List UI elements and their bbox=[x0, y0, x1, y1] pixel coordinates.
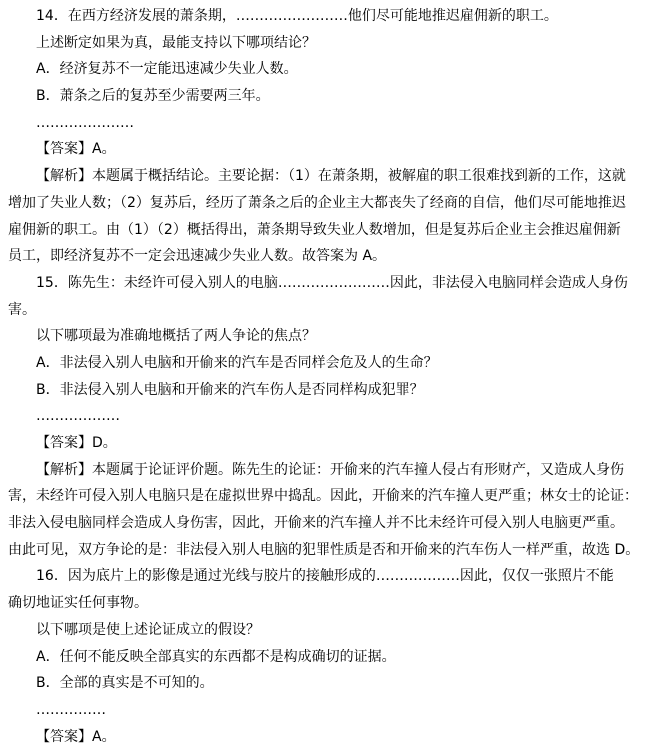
q15-analysis-line: 由此可见，双方争论的是：非法侵入别人电脑的犯罪性质是否和开偷来的汽车伤人一样严重，故选 D。 bbox=[8, 541, 640, 558]
q15-ellipsis: ……………… bbox=[36, 408, 120, 425]
q14-ellipsis: ………………… bbox=[36, 114, 134, 131]
q14-option-b: B．萧条之后的复苏至少需要两三年。 bbox=[36, 88, 270, 105]
q16-stem: 16．因为底片上的影像是通过光线与胶片的接触形成的………………因此，仅仅一张照片不能 bbox=[36, 568, 614, 585]
q16-option-a: A．任何不能反映全部真实的东西都不是构成确切的证据。 bbox=[36, 648, 396, 665]
q16-question: 以下哪项是使上述论证成立的假设？ bbox=[36, 621, 260, 638]
q14-analysis-line: 雇佣新的职工。由（1）（2）概括得出，萧条期导致失业人数增加，但是复苏后企业主会推迟雇佣新 bbox=[8, 221, 621, 238]
q15-stem: 15．陈先生：未经许可侵入别人的电脑……………………因此，非法侵入电脑同样会造成人身伤 bbox=[36, 274, 628, 291]
q14-analysis-line: 【解析】本题属于概括结论。主要论据：（1）在萧条期，被解雇的职工很难找到新的工作，这就 bbox=[36, 168, 626, 185]
q14-answer: 【答案】A。 bbox=[36, 141, 116, 158]
q15-analysis-line: 非法入侵电脑同样会造成人身伤害，因此，开偷来的汽车撞人并不比未经许可侵入别人电脑更严重。 bbox=[8, 515, 624, 532]
q16-answer: 【答案】A。 bbox=[36, 728, 116, 745]
q14-analysis-line: 增加了失业人数；（2）复苏后，经历了萧条之后的企业主大都丧失了经商的自信，他们尽可能地推迟 bbox=[8, 194, 626, 211]
q15-stem-cont: 害。 bbox=[8, 301, 36, 318]
q16-stem-cont: 确切地证实任何事物。 bbox=[8, 595, 148, 612]
q15-analysis-line: 害，未经许可侵入别人电脑只是在虚拟世界中捣乱。因此，开偷来的汽车撞人更严重；林女士的论证： bbox=[8, 488, 638, 505]
q14-option-a: A．经济复苏不一定能迅速减少失业人数。 bbox=[36, 61, 298, 78]
q16-option-b: B．全部的真实是不可知的。 bbox=[36, 675, 214, 692]
q15-analysis-line: 【解析】本题属于论证评价题。陈先生的论证：开偷来的汽车撞人侵占有形财产，又造成人身伤 bbox=[36, 461, 624, 478]
q15-option-b: B．非法侵入别人电脑和开偷来的汽车伤人是否同样构成犯罪？ bbox=[36, 381, 424, 398]
q16-ellipsis: …………… bbox=[36, 701, 106, 718]
q14-question: 上述断定如果为真，最能支持以下哪项结论？ bbox=[36, 34, 316, 51]
q15-option-a: A．非法侵入别人电脑和开偷来的汽车是否同样会危及人的生命？ bbox=[36, 354, 438, 371]
q14-analysis-line: 员工，即经济复苏不一定会迅速减少失业人数。故答案为 A。 bbox=[8, 248, 387, 265]
q15-answer: 【答案】D。 bbox=[36, 435, 117, 451]
q14-stem: 14．在西方经济发展的萧条期，……………………他们尽可能地推迟雇佣新的职工。 bbox=[36, 8, 558, 24]
q15-question: 以下哪项最为准确地概括了两人争论的焦点？ bbox=[36, 328, 316, 345]
